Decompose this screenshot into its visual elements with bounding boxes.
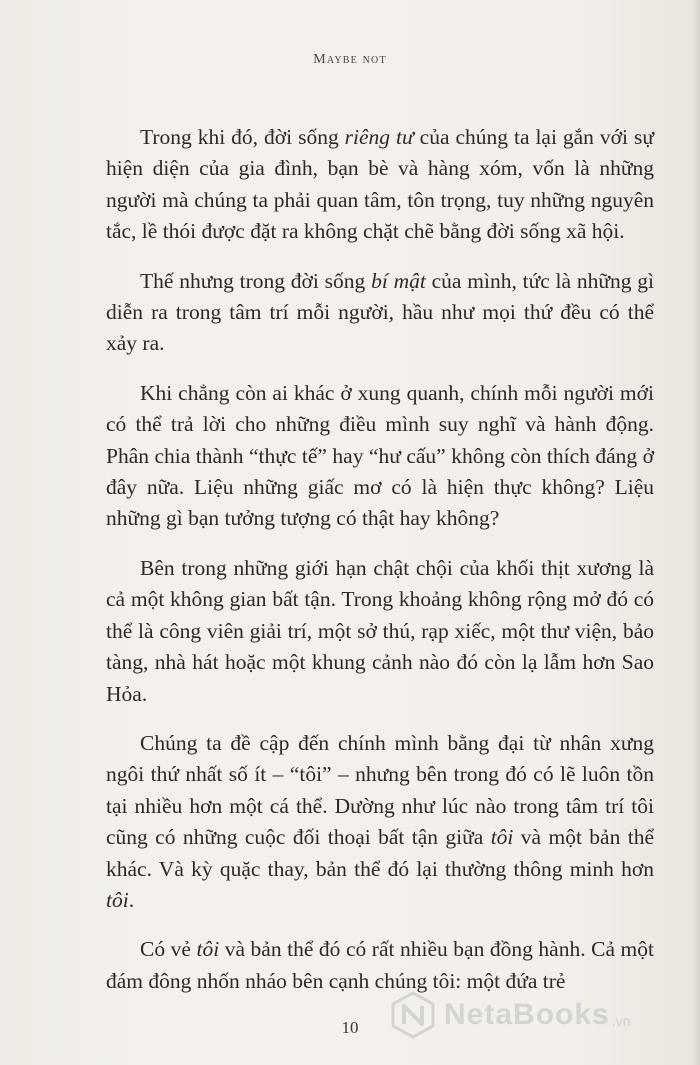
watermark (388, 990, 630, 1040)
text-run: Bên trong những giới hạn chật chội của khối thịt xương là cả một không gian bất tận. Trong khoảng không rộng mở đó có thể là công viên giải trí, một sở thú, rạp xiếc, một thư viện, bảo tàng, nhà hát hoặc một khung cảnh nào đó còn lạ lẫm hơn Sao Hỏa. (106, 555, 654, 706)
paragraph (106, 728, 654, 916)
italic-run: bí mật (371, 268, 426, 293)
paragraph (106, 934, 654, 997)
paragraph (106, 266, 654, 360)
text-run: của mình, tức là những gì diễn ra trong tâm trí mỗi người, hầu như mọi thứ đều có thể xảy ra. (106, 268, 654, 356)
text-run: Có vẻ (140, 937, 197, 962)
text-run: Trong khi đó, đời sống (140, 125, 345, 149)
page-edge-shadow (692, 0, 700, 1065)
text-run: Khi chẳng còn ai khác ở xung quanh, chính mỗi người mới có thể trả lời cho những điều mình suy nghĩ và hành động. Phân chia thành “thực tế” hay “hư cấu” không còn thích đáng ở đây nữa. Liệu những giấc mơ có là hiện thực không? Liệu những gì bạn tưởng tượng có thật hay không? (106, 380, 654, 531)
italic-run: riêng tư (344, 125, 414, 149)
netabooks-logo-icon (388, 990, 438, 1040)
paragraph (106, 122, 654, 248)
watermark-suffix: .vn (611, 1013, 631, 1029)
watermark-brand: NetaBooks (444, 998, 610, 1031)
italic-run: tôi (490, 825, 514, 850)
running-head: Maybe not (313, 52, 387, 67)
text-run: Thế nhưng trong đời sống (140, 268, 372, 293)
italic-run: tôi (106, 887, 129, 912)
body-text (106, 122, 654, 1015)
paragraph (106, 553, 654, 710)
text-run: Chúng ta đề cập đến chính mình bằng đại từ nhân xưng ngôi thứ nhất số ít – “tôi” – nhưng bên trong đó có lẽ luôn tồn tại nhiều hơn một cá thể. Dường như lúc nào trong tâm trí tôi cũng có những cuộc đối thoại bất tận giữa (106, 730, 654, 850)
text-run: và một bản thể khác. Và kỳ quặc thay, bản thể đó lại thường thông minh hơn (106, 825, 654, 881)
text-run: của chúng ta lại gắn với sự hiện diện của gia đình, bạn bè và hàng xóm, vốn là những người mà chúng ta phải quan tâm, tôn trọng, tuy những nguyên tắc, lề thói được đặt ra không chặt chẽ bằng đời sống xã hội. (106, 125, 654, 244)
text-run: . (128, 887, 135, 912)
page-number: 10 (341, 1018, 359, 1037)
text-run: và bản thể đó có rất nhiều bạn đồng hành. Cả một đám đông nhốn nháo bên cạnh chúng tôi: một đứa trẻ (106, 937, 654, 993)
paragraph (106, 378, 654, 535)
italic-run: tôi (196, 937, 220, 962)
